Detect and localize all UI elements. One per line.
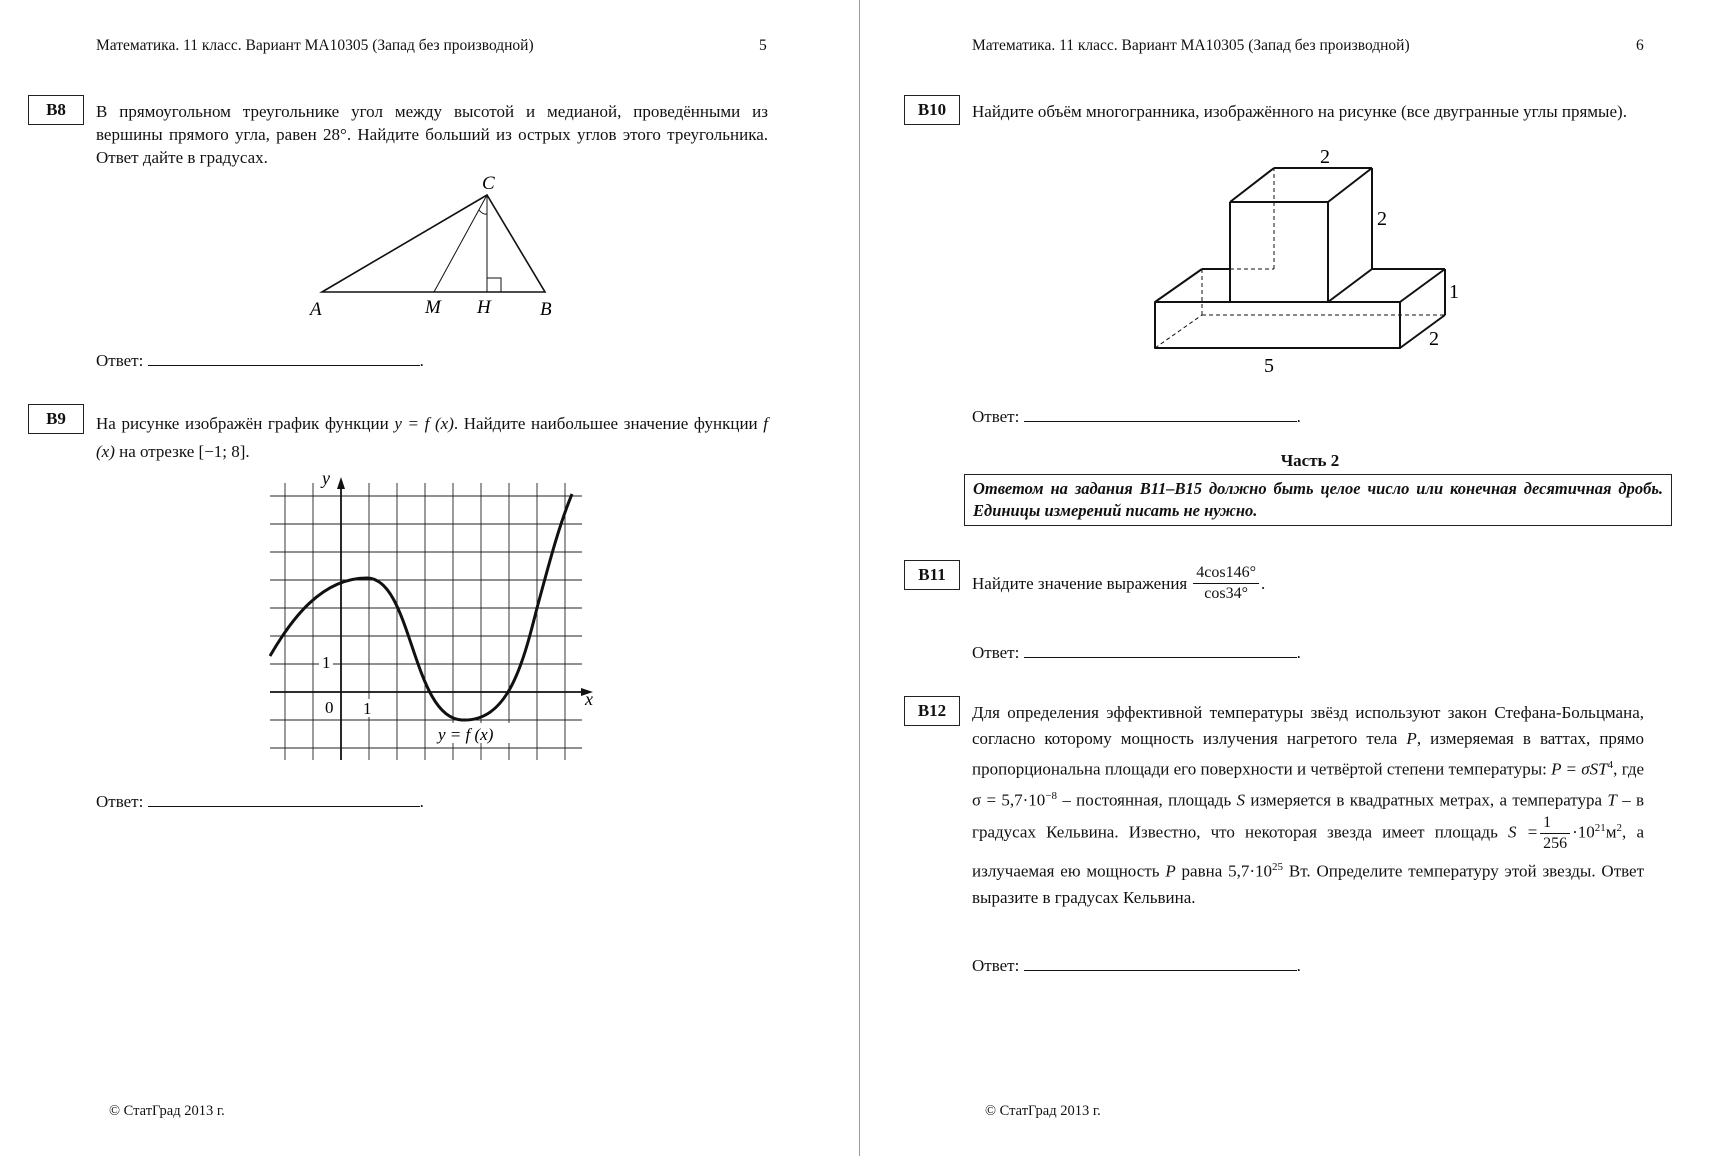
point-label-m: M <box>425 297 441 318</box>
task-b11-text: Найдите значение выражения $\frac{4\cos 146^\circ}{\cos 34^\circ}$ . <box>972 564 1266 602</box>
curve-label: y = f (x) <box>438 725 494 744</box>
right-page-number: 6 <box>1636 37 1644 54</box>
origin-label: 0 <box>325 698 334 717</box>
dim-base-height: 1 <box>1449 281 1459 303</box>
visible-edges <box>1155 168 1445 348</box>
vertex-label-c: C <box>482 173 495 194</box>
vertex-label-a: A <box>310 299 322 320</box>
answer-line[interactable] <box>1024 405 1297 422</box>
polyhedron-figure <box>1140 140 1460 380</box>
dim-top-width: 2 <box>1320 146 1330 168</box>
point-label-h: H <box>477 297 491 318</box>
answer-line[interactable] <box>1024 954 1297 971</box>
task-b8-text: В прямоугольном треугольнике угол между высотой и медианой, проведёнными из вершины прямого угла, равен 28°. Найдите больший из острых углов этого треугольника. Ответ дайте в градусах. <box>96 102 768 167</box>
graph-grid <box>270 483 582 760</box>
hidden-edges <box>1155 168 1445 348</box>
dim-base-depth: 2 <box>1429 328 1439 350</box>
b10-answer: Ответ: . <box>972 407 1301 426</box>
right-page-footer: © СтатГрад 2013 г. <box>985 1103 1101 1119</box>
answer-label: Ответ: <box>96 351 144 370</box>
answer-label: Ответ: <box>972 643 1020 662</box>
b12-answer: Ответ: . <box>972 956 1301 975</box>
left-page-header: Математика. 11 класс. Вариант МА10305 (Запад без производной) <box>96 37 534 54</box>
task-b12-text: Для определения эффективной температуры звёзд используют закон Стефана-Больцмана, согласно которому мощность излучения нагретого тела P, измеряемая в ваттах, прямо пропорциональна площади его поверхности и четвёртой степени температуры: P = σST$^4$, где $\sigma = 5,7\cdot 10^{-8}$ – постоянная, площадь S измеряется в квадратных метрах, а температура T – в градусах Кельвина. Известно, что некоторая звезда имеет площадь S = $\frac{1}{256}$ $\cdot 10^{21}м^2$, а излучаемая ею мощность P равна $5,7\cdot 10^{25}$ Вт. Определите температуру этой звезды. Ответ выразите в градусах Кельвина. <box>972 703 1645 907</box>
function-curve <box>270 494 572 720</box>
task-label-b10: B10 <box>904 95 960 125</box>
dim-base-length: 5 <box>1264 355 1274 377</box>
answer-line[interactable] <box>148 349 420 366</box>
answer-line[interactable] <box>1024 641 1297 658</box>
left-page-number: 5 <box>759 37 767 54</box>
task-label-b9: B9 <box>28 404 84 434</box>
answer-label: Ответ: <box>972 956 1020 975</box>
answer-label: Ответ: <box>972 407 1020 426</box>
right-angle-mark <box>487 278 501 292</box>
b9-answer: Ответ: . <box>96 792 424 811</box>
x-axis-label: x <box>585 689 593 709</box>
left-page-footer: © СтатГрад 2013 г. <box>109 1103 225 1119</box>
task-b10-text: Найдите объём многогранника, изображённого на рисунке (все двугранные углы прямые). <box>972 102 1627 121</box>
task-label-b12: B12 <box>904 696 960 726</box>
part-2-title: Часть 2 <box>1280 451 1340 470</box>
median-cm <box>434 195 487 292</box>
function-graph <box>262 468 602 768</box>
b11-fraction: $\frac{4\cos 146^\circ}{\cos 34^\circ}$ <box>1193 563 1259 604</box>
task-label-b8: B8 <box>28 95 84 125</box>
task-label-b11: B11 <box>904 560 960 590</box>
task-b9-text: На рисунке изображён график функции y = f (x). Найдите наибольшее значение функции f (x) на отрезке [−1; 8]. <box>96 414 769 461</box>
answer-label: Ответ: <box>96 792 144 811</box>
right-page-header: Математика. 11 класс. Вариант МА10305 (Запад без производной) <box>972 37 1410 54</box>
answer-line[interactable] <box>148 790 420 807</box>
tick-label-y1: 1 <box>322 653 331 672</box>
y-axis-label: y <box>322 468 330 488</box>
angle-arc <box>479 210 487 214</box>
y-axis-arrow <box>337 477 345 489</box>
vertex-label-b: B <box>540 299 552 320</box>
dim-tower-height: 2 <box>1377 208 1387 230</box>
part-2-instruction: Ответом на задания B11–B15 должно быть целое число или конечная десятичная дробь. Единицы измерений писать не нужно. <box>964 474 1672 526</box>
triangle-abc <box>322 195 545 292</box>
b11-answer: Ответ: . <box>972 643 1301 662</box>
page-divider <box>859 0 860 1156</box>
tick-label-x1: 1 <box>363 699 372 718</box>
b8-answer: Ответ: . <box>96 351 424 370</box>
triangle-figure <box>300 168 570 323</box>
